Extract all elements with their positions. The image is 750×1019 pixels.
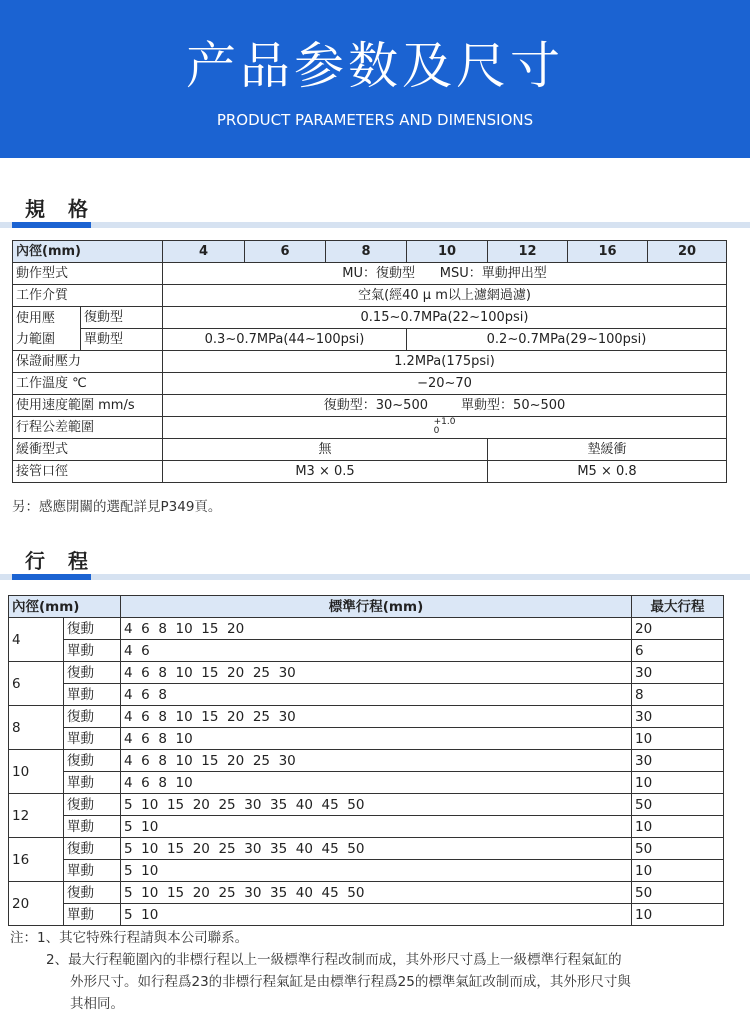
bore-cell: 6 (9, 662, 64, 706)
header-banner (0, 0, 750, 158)
single-type-cell: 單動 (64, 640, 121, 662)
single-max-cell: 10 (632, 816, 724, 838)
bore-cell: 12 (9, 794, 64, 838)
table-row (9, 728, 724, 750)
stroke-note-2-line2: 外形尺寸。如行程爲23的非標行程氣缸是由標準行程爲25的標準氣缸改制而成，其外形尺寸與 (70, 974, 631, 990)
bore-value: 12 (488, 241, 568, 263)
bore-value: 10 (407, 241, 488, 263)
double-strokes-cell: 5 10 15 20 25 30 35 40 45 50 (121, 794, 632, 816)
single-type-cell: 單動 (64, 904, 121, 926)
tolerance-upper: +1.0 (433, 417, 456, 427)
double-max-cell: 50 (632, 838, 724, 860)
bore-cell: 4 (9, 618, 64, 662)
pressure-label (13, 307, 81, 351)
table-row (9, 618, 724, 640)
speed-row (13, 395, 727, 417)
speed-label: 使用速度範圍 mm/s (13, 395, 163, 417)
bore-cell: 8 (9, 706, 64, 750)
table-row (9, 662, 724, 684)
double-max-cell: 30 (632, 706, 724, 728)
temp-label: 工作溫度 ℃ (13, 373, 163, 395)
single-strokes-cell: 4 6 8 10 (121, 772, 632, 794)
medium-label: 工作介質 (13, 285, 163, 307)
single-strokes-cell: 5 10 (121, 860, 632, 882)
action-row (13, 263, 727, 285)
stroke-table (8, 595, 724, 926)
cushion-value-none: 無 (163, 439, 488, 461)
speed-value (163, 395, 727, 417)
single-max-cell: 10 (632, 904, 724, 926)
double-type-cell: 復動 (64, 750, 121, 772)
bore-value: 8 (326, 241, 407, 263)
spec-header-row (13, 241, 727, 263)
table-row (9, 684, 724, 706)
single-pressure-value-small: 0.3~0.7MPa(44~100psi) (163, 329, 407, 351)
table-row (9, 772, 724, 794)
stroke-header-row (9, 596, 724, 618)
table-row (9, 838, 724, 860)
double-strokes-cell: 5 10 15 20 25 30 35 40 45 50 (121, 882, 632, 904)
double-type-cell: 復動 (64, 618, 121, 640)
double-strokes-cell: 4 6 8 10 15 20 25 30 (121, 662, 632, 684)
single-strokes-cell: 4 6 8 (121, 684, 632, 706)
stroke-note-2-line3: 其相同。 (70, 996, 124, 1012)
double-type-label: 復動型 (81, 307, 163, 329)
double-strokes-cell: 4 6 8 10 15 20 (121, 618, 632, 640)
spec-section-bar (0, 222, 750, 228)
cushion-value-pad: 墊緩衝 (488, 439, 727, 461)
action-value-msu: MSU：單動押出型 (439, 265, 547, 281)
stroke-section-title: 行 程 (25, 549, 96, 573)
port-value-small: M3 × 0.5 (163, 461, 488, 483)
max-stroke-header: 最大行程 (632, 596, 724, 618)
table-row (9, 882, 724, 904)
table-row (9, 904, 724, 926)
stroke-note-2-line1: 2、最大行程範圍內的非標行程以上一級標準行程改制而成，其外形尺寸爲上一級標準行程氣缸的 (46, 952, 622, 968)
single-type-cell: 單動 (64, 684, 121, 706)
single-type-cell: 單動 (64, 772, 121, 794)
pressure-double-row (13, 307, 727, 329)
double-max-cell: 50 (632, 794, 724, 816)
table-row (9, 816, 724, 838)
single-strokes-cell: 4 6 (121, 640, 632, 662)
bore-header: 內徑(mm) (13, 241, 163, 263)
tolerance-row (13, 417, 727, 439)
table-row (9, 794, 724, 816)
pressure-single-row (13, 329, 727, 351)
single-max-cell: 8 (632, 684, 724, 706)
stroke-bore-header: 內徑(mm) (9, 596, 121, 618)
single-type-label: 單動型 (81, 329, 163, 351)
spec-section-title: 規 格 (25, 197, 96, 221)
cushion-row (13, 439, 727, 461)
single-type-cell: 單動 (64, 860, 121, 882)
pressure-label-line1: 使用壓 (16, 310, 56, 326)
table-row (9, 750, 724, 772)
single-type-cell: 單動 (64, 728, 121, 750)
port-label: 接管口徑 (13, 461, 163, 483)
proof-value: 1.2MPa(175psi) (163, 351, 727, 373)
stroke-note-1: 注：1、其它特殊行程請與本公司聯系。 (10, 930, 249, 946)
bore-value: 16 (568, 241, 648, 263)
double-type-cell: 復動 (64, 882, 121, 904)
single-strokes-cell: 5 10 (121, 816, 632, 838)
single-strokes-cell: 5 10 (121, 904, 632, 926)
temp-row (13, 373, 727, 395)
single-type-cell: 單動 (64, 816, 121, 838)
bore-value: 20 (648, 241, 727, 263)
double-max-cell: 20 (632, 618, 724, 640)
bore-value: 6 (245, 241, 326, 263)
double-type-cell: 復動 (64, 662, 121, 684)
port-value-large: M5 × 0.8 (488, 461, 727, 483)
tolerance-stack (434, 418, 456, 436)
tolerance-lower: 0 (433, 426, 440, 436)
single-max-cell: 10 (632, 728, 724, 750)
page-title: 产品参数及尺寸 (186, 37, 564, 95)
double-strokes-cell: 4 6 8 10 15 20 25 30 (121, 750, 632, 772)
table-row (9, 640, 724, 662)
bore-cell: 10 (9, 750, 64, 794)
bore-value: 4 (163, 241, 245, 263)
double-pressure-value: 0.15~0.7MPa(22~100psi) (163, 307, 727, 329)
double-strokes-cell: 5 10 15 20 25 30 35 40 45 50 (121, 838, 632, 860)
spec-table (12, 240, 727, 483)
proof-label: 保證耐壓力 (13, 351, 163, 373)
stroke-section-bar (0, 574, 750, 580)
double-max-cell: 30 (632, 750, 724, 772)
table-row (9, 860, 724, 882)
single-max-cell: 10 (632, 772, 724, 794)
double-type-cell: 復動 (64, 706, 121, 728)
bore-cell: 20 (9, 882, 64, 926)
single-strokes-cell: 4 6 8 10 (121, 728, 632, 750)
tolerance-label: 行程公差範圍 (13, 417, 163, 439)
table-row (9, 706, 724, 728)
port-row (13, 461, 727, 483)
page-subtitle: PRODUCT PARAMETERS AND DIMENSIONS (216, 111, 534, 129)
cushion-label: 緩衝型式 (13, 439, 163, 461)
medium-row (13, 285, 727, 307)
single-max-cell: 6 (632, 640, 724, 662)
pressure-label-line2: 力範圍 (16, 331, 56, 347)
speed-value-single: 單動型：50~500 (461, 397, 566, 413)
speed-value-double: 復動型：30~500 (323, 397, 428, 413)
double-max-cell: 30 (632, 662, 724, 684)
single-pressure-value-large: 0.2~0.7MPa(29~100psi) (407, 329, 727, 351)
double-max-cell: 50 (632, 882, 724, 904)
single-max-cell: 10 (632, 860, 724, 882)
action-label: 動作型式 (13, 263, 163, 285)
tolerance-value (163, 417, 727, 439)
action-value (163, 263, 727, 285)
medium-value: 空氣(經40 μ m以上濾網過濾) (163, 285, 727, 307)
double-type-cell: 復動 (64, 838, 121, 860)
bore-cell: 16 (9, 838, 64, 882)
temp-value: −20~70 (163, 373, 727, 395)
double-type-cell: 復動 (64, 794, 121, 816)
spec-note: 另：感應開關的選配詳見P349頁。 (12, 499, 222, 515)
proof-row (13, 351, 727, 373)
stroke-body (9, 618, 724, 926)
action-value-mu: MU：復動型 (342, 265, 415, 281)
double-strokes-cell: 4 6 8 10 15 20 25 30 (121, 706, 632, 728)
standard-stroke-header: 標準行程(mm) (121, 596, 632, 618)
